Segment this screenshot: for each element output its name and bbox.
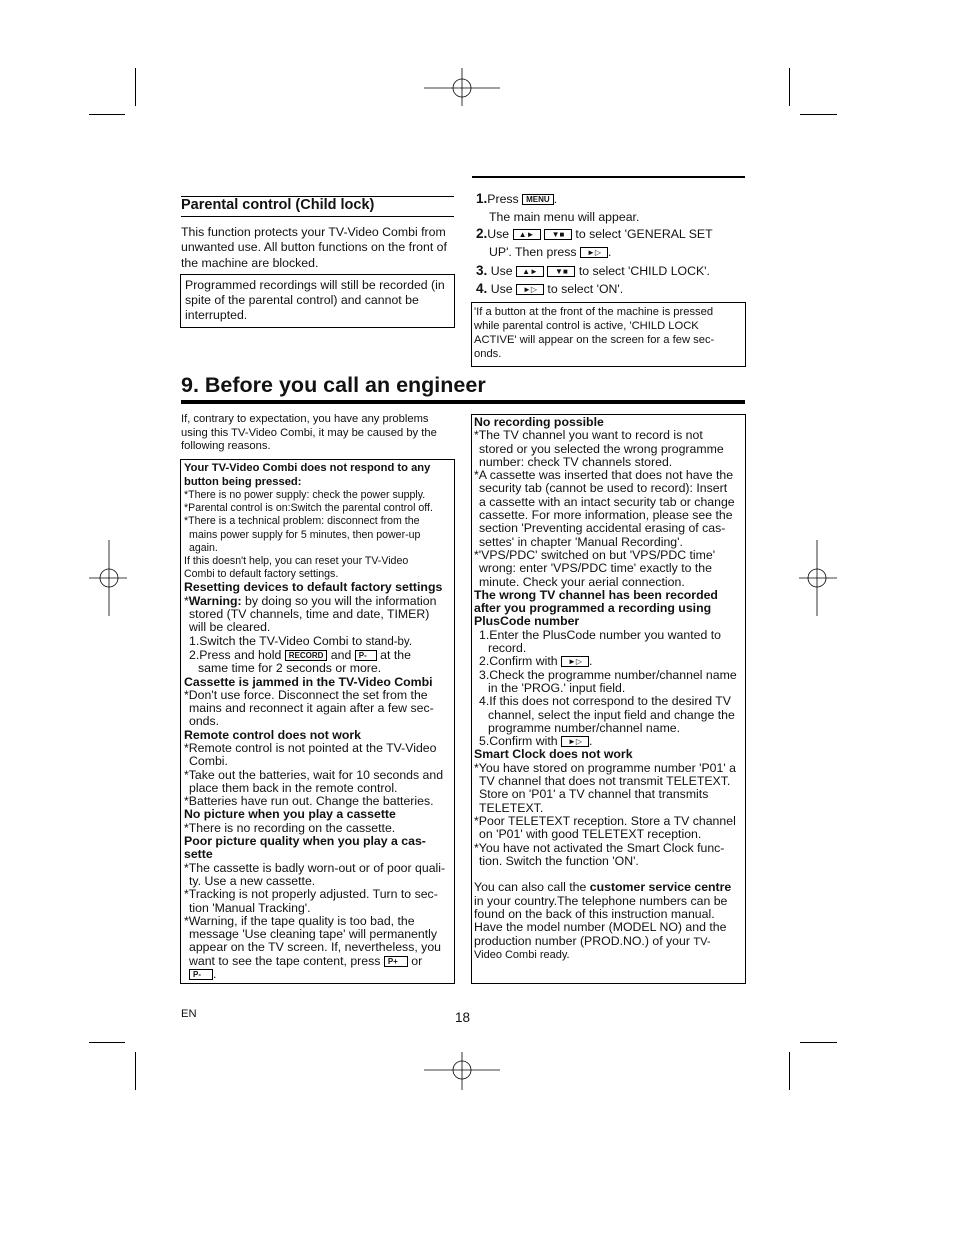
parental-steps: 1.Press MENU . The main menu will appear. 2.Use ▲► ▼■ to select 'GENERAL SET UP'. Then press ►▷ . 3. Use ▲► ▼■ to select 'CHILD LOCK'. 4. Use ►▷ to select 'ON'. [476, 190, 748, 299]
title-underline [181, 196, 454, 197]
parental-note-box: Programmed recordings will still be recorded (in spite of the parental control) and cannot be interrupted. [180, 274, 455, 328]
program-up-key-icon: P+ [384, 956, 408, 967]
top-rule [472, 176, 745, 178]
forward-key-icon: ►▷ [561, 736, 589, 747]
title-underline [181, 216, 454, 217]
page-title: 9. Before you call an engineer [181, 373, 486, 397]
registration-mark-icon [799, 540, 837, 616]
up-arrow-key-icon: ▲► [513, 229, 541, 240]
troubleshooting-left-box: Your TV-Video Combi does not respond to any button being pressed: *There is no power supply: check the power supply. *Parental control is on:Switch the parental control off. *There is a technical problem: disconnect from the mains power supply for 5 minutes, then power-up again. If this doesn't help, you can reset your TV-Video Combi to default factory settings. Resetting devices to default factory settings *Warning: by doing so you will the information stored (TV channels, time and date, TIMER) will be cleared. 1.Switch the TV-Video Combi to stand-by. 2.Press and hold RECORD and P- at the same time for 2 seconds or more. Cassette is jammed in the TV-Video Combi *Don't use force. Disconnect the set from the mains and reconnect it again after a few sec- onds. Remote control does not work *Remote control is not pointed at the TV-Video Combi. *Take out the batteries, wait for 10 seconds and place them back in the remote control. *Batteries have run out. Change the batteries. No picture when you play a cassette *There is no recording on the cassette. Poor picture quality when you play a cas- sette *The cassette is badly worn-out or of poor quali- ty. Use a new cassette. *Tracking is not properly adjusted. Turn to sec- tion 'Manual Tracking'. *Warning, if the tape quality is too bad, the message 'Use cleaning tape' will permanently appear on the TV screen. If, nevertheless, you want to see the tape content, press P+ or P- . [180, 459, 455, 984]
registration-mark-icon [424, 68, 500, 106]
parental-info-box: 'If a button at the front of the machine is pressed while parental control is active, 'CHILD LOCK ACTIVE' will appear on the screen for a few sec- onds. [471, 302, 746, 367]
parental-intro: This function protects your TV-Video Combi from unwanted use. All button functions on the front of the machine are blocked. [181, 225, 447, 270]
language-code: EN [181, 1008, 197, 1020]
step-4: 4. Use ►▷ to select 'ON'. [476, 281, 624, 296]
heading-rule [181, 400, 745, 404]
menu-key-icon: MENU [522, 194, 554, 205]
program-down-key-icon: P- [189, 969, 213, 980]
registration-mark-icon [89, 540, 127, 616]
down-arrow-key-icon: ▼■ [544, 229, 572, 240]
section-title: Parental control (Child lock) [181, 197, 375, 213]
forward-key-icon: ►▷ [561, 656, 589, 667]
forward-key-icon: ►▷ [516, 284, 544, 295]
page-number: 18 [455, 1010, 471, 1025]
down-arrow-key-icon: ▼■ [547, 266, 575, 277]
troubleshooting-right-box: No recording possible *The TV channel you want to record is not stored or you selected the wrong programme number: check TV channels stored. *A cassette was inserted that does not have the security tab (cannot be used to record): Insert a cassette with an intact security tab or change cassette. For more information, please see the section 'Preventing accidental erasing of cas- settes' in chapter 'Manual Recording'. *'VPS/PDC' switched on but 'VPS/PDC time' wrong: enter 'VPS/PDC time' exactly to the minute. Check your aerial connection. The wrong TV channel has been recorded after you programmed a recording using PlusCode number 1.Enter the PlusCode number you wanted to record. 2.Confirm with ►▷ . 3.Check the programme number/channel name in the 'PROG.' input field. 4.If this does not correspond to the desired TV channel, select the input field and change the programme number/channel name. 5.Confirm with ►▷ . Smart Clock does not work *You have stored on programme number 'P01' a TV channel that does not transmit TELETEXT. Store on 'P01' a TV channel that transmits TELETEXT. *Poor TELETEXT reception. Store a TV channel on 'P01' with good TELETEXT reception. *You have not activated the Smart Clock func- tion. Switch the function 'ON'. You can also call the customer service centre in your country.The telephone numbers can be found on the back of this instruction manual. Have the model number (MODEL NO) and the production number (PROD.NO.) of your TV- Video Combi ready. [471, 414, 746, 984]
step-2: 2.Use ▲► ▼■ to select 'GENERAL SET [476, 225, 713, 241]
engineer-intro: If, contrary to expectation, you have any problems using this TV-Video Combi, it may be caused by the following reasons. [181, 413, 437, 453]
step-1: 1.Press MENU . [476, 191, 558, 206]
registration-mark-icon [424, 1052, 500, 1090]
step-3: 3. Use ▲► ▼■ to select 'CHILD LOCK'. [476, 262, 710, 278]
up-arrow-key-icon: ▲► [516, 266, 544, 277]
record-key-icon: RECORD [285, 650, 328, 661]
program-down-key-icon: P- [355, 650, 377, 661]
forward-key-icon: ►▷ [580, 247, 608, 258]
